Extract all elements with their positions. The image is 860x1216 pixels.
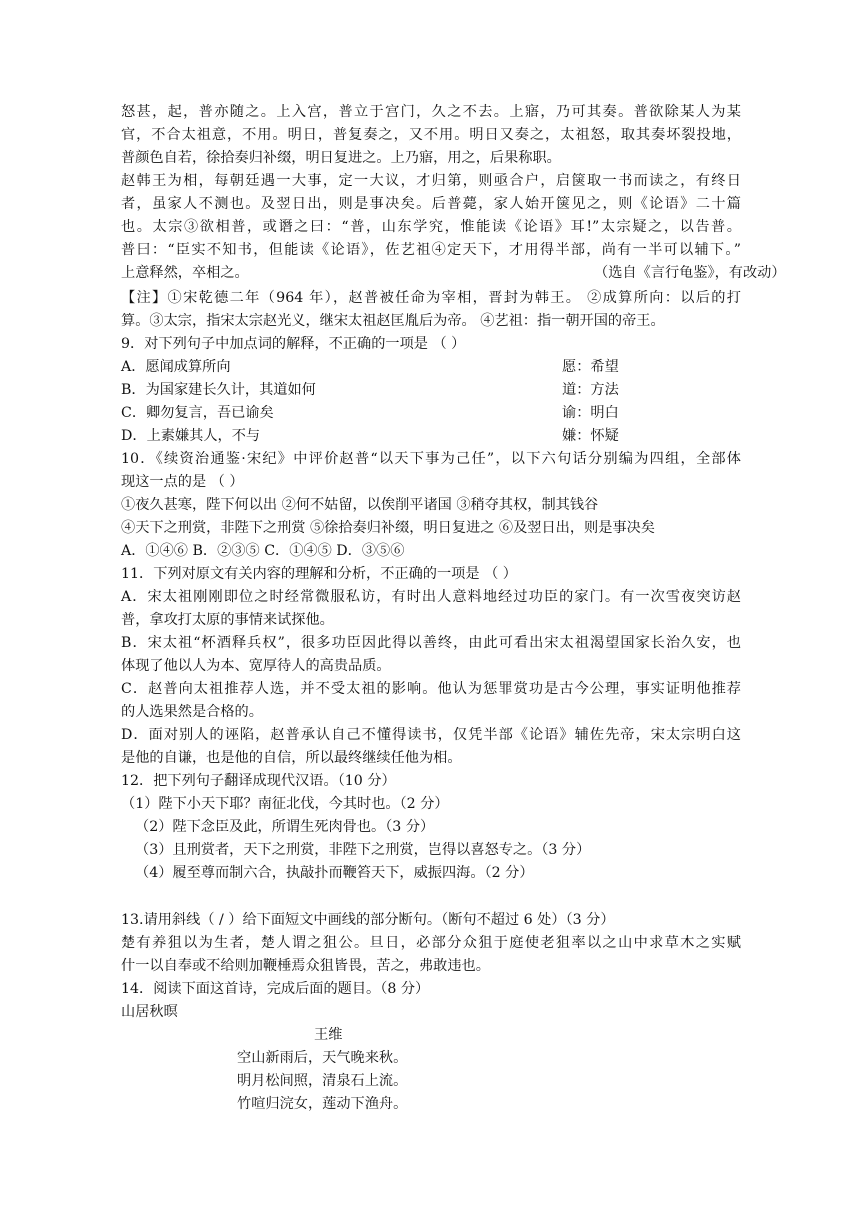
passage-line: 普颜色自若，徐拾奏归补缀，明日复进之。上乃寤，用之，后果称职。 <box>121 150 561 166</box>
question-12-item: （2）陛下念臣及此，所谓生死肉骨也。（3 分） <box>135 819 435 835</box>
poem-title: 山居秋暝 <box>121 1004 178 1020</box>
question-10-options: A．①④⑥ B．②③⑤ C．①④⑤ D．③⑤⑥ <box>121 543 405 559</box>
poem-verse: 空山新雨后，天气晚来秋。 <box>237 1050 408 1066</box>
question-11-option: C．赵普向太祖推荐人选，并不受太祖的影响。他认为惩罪赏功是古今公理，事实证明他推荐 <box>121 681 741 697</box>
question-11-option: 的人选果然是合格的。 <box>121 704 263 720</box>
option-gloss: 道：方法 <box>562 382 619 398</box>
notes-line: 算。③太宗，指宋太宗赵光义，继宋太祖赵匡胤后为帝。 ④艺祖：指一朝开国的帝王。 <box>121 313 665 329</box>
poem-verse: 明月松间照，清泉石上流。 <box>237 1073 408 1089</box>
question-14-stem: 14．阅读下面这首诗，完成后面的题目。（8 分） <box>121 981 430 997</box>
question-11-option: D．面对别人的诬陷，赵普承认自己不懂得读书，仅凭半部《论语》辅佐先帝，宋太宗明白这 <box>121 727 741 743</box>
question-12-item: （3）且刑赏者，天下之刑赏，非陛下之刑赏，岂得以喜怒专之。（3 分） <box>135 842 591 858</box>
option-text: D．上素嫌其人，不与 <box>121 428 261 444</box>
question-9-option <box>121 379 741 401</box>
source-citation: （选自《言行龟鉴》，有改动） <box>594 265 786 281</box>
question-13-text: 楚有养狙以为生者，楚人谓之狙公。旦日，必部分众狙于庭使老狙率以之山中求草木之实赋 <box>121 935 741 951</box>
question-11-option: 体现了他以人为本、宽厚待人的高贵品质。 <box>121 658 391 674</box>
question-12-item: （4）履至尊而制六合，执敲扑而鞭笞天下，威振四海。（2 分） <box>135 865 534 881</box>
passage-line: 官，不合太祖意，不用。明日，普复奏之，又不用。明日又奏之，太祖怒，取其奏坏裂投地， <box>121 127 741 143</box>
question-13-text: 什一以自奉或不给则加鞭棰焉众狙皆畏，苦之，弗敢违也。 <box>121 958 490 974</box>
option-text: B．为国家建长久计，其道如何 <box>121 382 316 398</box>
question-10-stem: 现这一点的是 （ ） <box>121 474 244 490</box>
passage-line: 普曰：“臣实不知书，但能读《论语》，佐艺祖④定天下，才用得半部，尚有一半可以辅下。” <box>121 242 741 258</box>
notes-line: 【注】①宋乾德二年（964 年），赵普被任命为宰相，晋封为韩王。 ②成算所向：以后的打 <box>121 290 741 306</box>
passage-text: 上意释然，卒相之。 <box>121 265 249 281</box>
question-12-stem: 12．把下列句子翻译成现代汉语。（10 分） <box>121 773 396 789</box>
option-text: A．愿闻成算所向 <box>121 359 231 375</box>
passage-line: 赵韩王为相，每朝廷遇一大事，定一大议，才归第，则亟合户，启箧取一书而读之，有终日 <box>121 173 741 189</box>
question-13-stem: 13.请用斜线（ / ）给下面短文中画线的部分断句。（断句不超过 6 处）（3 分） <box>121 912 615 928</box>
passage-line: 者，虽家人不测也。及翌日出，则是事决矣。后普薨，家人始开箧见之，则《论语》二十篇 <box>121 196 741 212</box>
question-10-sentences: ④天下之刑赏，非陛下之刑赏 ⑤徐拾奏归补缀，明日复进之 ⑥及翌日出，则是事决矣 <box>121 520 655 536</box>
question-9-option <box>121 356 741 378</box>
poem-author: 王维 <box>314 1027 343 1043</box>
question-12-item: （1）陛下小天下耶？南征北伐，今其时也。（2 分） <box>121 796 449 812</box>
passage-line: 也。太宗③欲相普，或谮之曰：“普，山东学究，惟能读《论语》耳!”太宗疑之，以告普。 <box>121 219 741 235</box>
question-9-option <box>121 402 741 424</box>
passage-line: 怒甚，起，普亦随之。上入宫，普立于宫门，久之不去。上寤，乃可其奏。普欲除某人为某 <box>121 104 741 120</box>
question-10-stem: 10．《续资治通鉴·宋纪》中评价赵普“以天下事为己任”，以下六句话分别编为四组，全部体 <box>121 451 741 467</box>
question-9-option <box>121 425 741 447</box>
poem-verse: 竹喧归浣女，莲动下渔舟。 <box>237 1096 408 1112</box>
option-gloss: 愿：希望 <box>562 359 619 375</box>
option-gloss: 嫌：怀疑 <box>562 428 619 444</box>
passage-last-line <box>121 262 786 284</box>
question-10-sentences: ①夜久甚寒，陛下何以出 ②何不姑留，以俟削平诸国 ③稍夺其权，制其钱谷 <box>121 497 599 513</box>
option-text: C．卿勿复言，吾已谕矣 <box>121 405 274 421</box>
question-11-option: B．宋太祖“杯酒释兵权”，很多功臣因此得以善终，由此可看出宋太祖渴望国家长治久安，也 <box>121 635 741 651</box>
question-11-option: 普，拿攻打太原的事情来试探他。 <box>121 612 334 628</box>
question-11-option: A．宋太祖刚刚即位之时经常微服私访，有时出人意料地经过功臣的家门。有一次雪夜突访赵 <box>121 589 741 605</box>
option-gloss: 谕：明白 <box>562 405 619 421</box>
question-9-stem: 9．对下列句子中加点词的解释，不正确的一项是 （ ） <box>121 336 466 352</box>
question-11-stem: 11．下列对原文有关内容的理解和分析，不正确的一项是 （ ） <box>121 566 517 582</box>
question-11-option: 是他的自谦，也是他的自信，所以最终继续任他为相。 <box>121 750 462 766</box>
